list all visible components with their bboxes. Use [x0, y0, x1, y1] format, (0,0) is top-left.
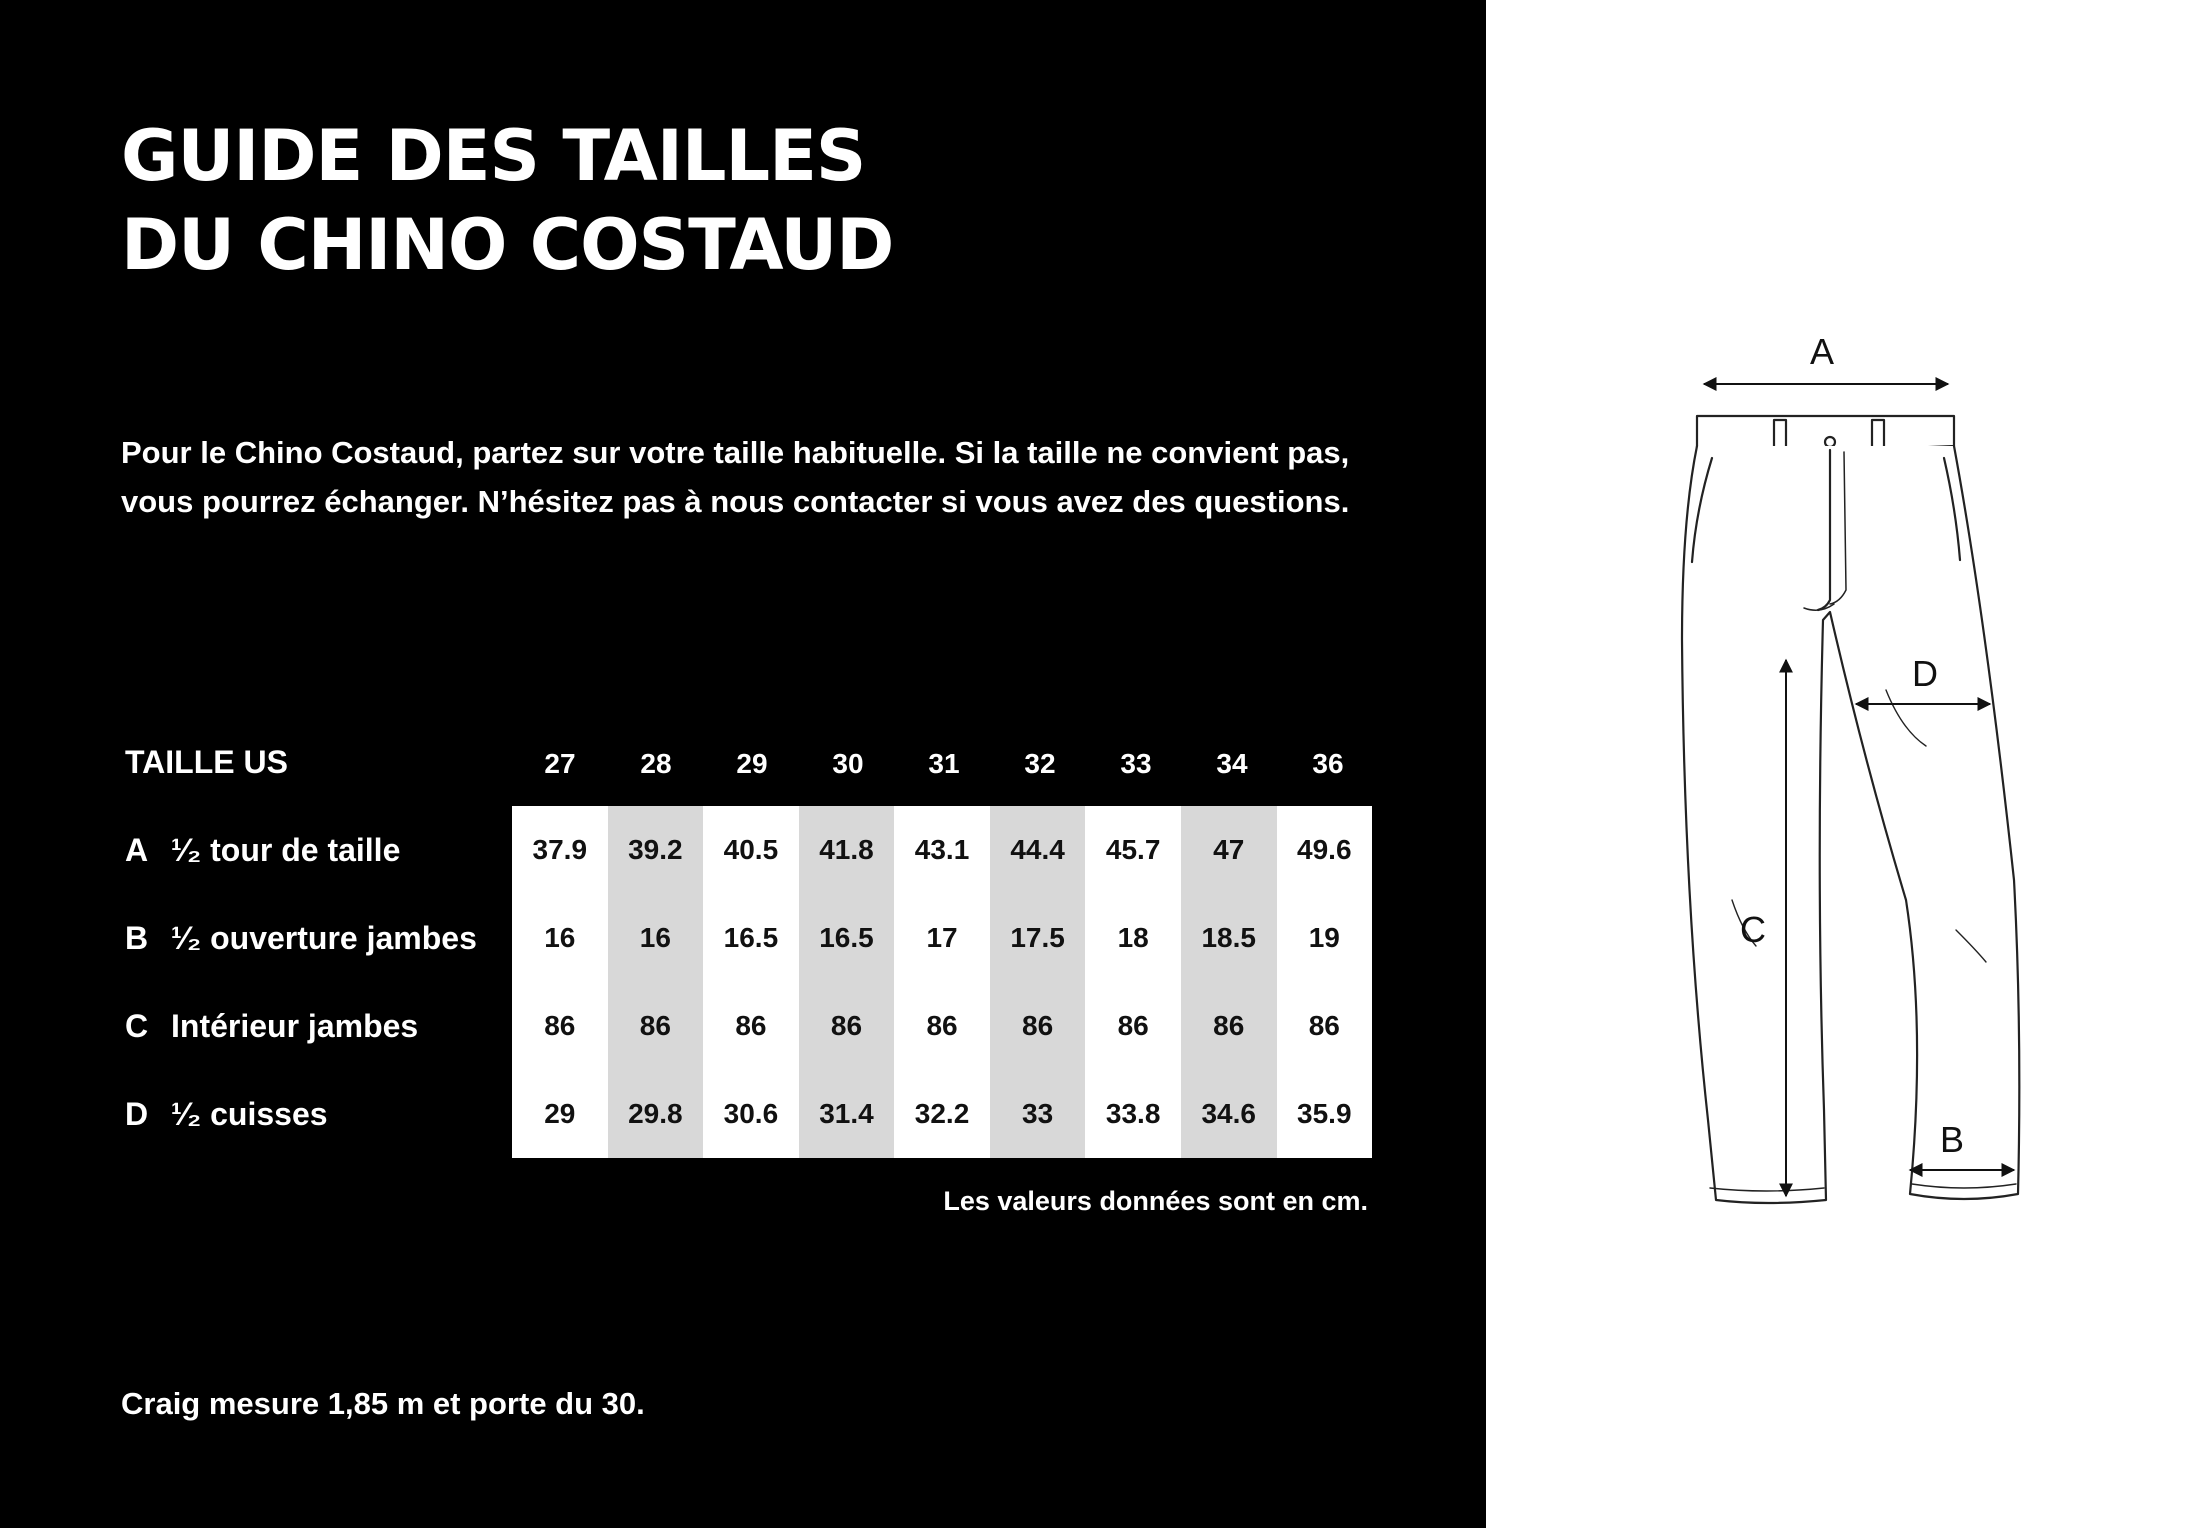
measure-name: ¹⁄₂ tour de taille	[171, 831, 401, 868]
measure-name: ¹⁄₂ ouverture jambes	[171, 919, 477, 956]
trouser-outline	[1682, 446, 2019, 1203]
table-cell: 32.2	[914, 1098, 970, 1129]
table-cell: 86	[1308, 1010, 1340, 1041]
measure-name: ¹⁄₂ cuisses	[171, 1095, 328, 1132]
table-cell: 35.9	[1297, 1098, 1352, 1129]
intro-line-1: Pour le Chino Costaud, partez sur votre taille habituelle. Si la taille ne convient pas,	[121, 435, 1350, 470]
table-cell: 17.5	[1010, 922, 1065, 953]
table-cell: 18.5	[1201, 922, 1256, 953]
size-header-cell: 32	[1024, 748, 1056, 779]
diagram-label-b: B	[1940, 1119, 1965, 1160]
size-header-cell: 27	[544, 748, 576, 779]
table-cell: 86	[735, 1010, 767, 1041]
table-column	[1277, 806, 1373, 1158]
table-cell: 86	[926, 1010, 958, 1041]
table-cell: 86	[1022, 1010, 1054, 1041]
table-column	[990, 806, 1086, 1158]
diagram-label-c: C	[1740, 909, 1766, 950]
table-cell: 34.6	[1201, 1098, 1256, 1129]
table-cell: 86	[830, 1010, 863, 1041]
measure-row-label	[125, 1070, 328, 1158]
units-note: Les valeurs données sont en cm.	[943, 1186, 1368, 1216]
table-column	[608, 806, 704, 1158]
table-cell: 44.4	[1010, 834, 1065, 865]
table-cell: 40.5	[723, 834, 779, 865]
table-cell: 47	[1213, 834, 1245, 865]
table-column	[799, 806, 895, 1158]
table-cell: 16	[639, 922, 671, 953]
size-header-cell: 34	[1216, 748, 1248, 779]
table-cell: 18	[1117, 922, 1149, 953]
table-column	[1085, 806, 1181, 1158]
intro-text	[121, 428, 1411, 526]
title-line-1: GUIDE DES TAILLES	[121, 115, 866, 197]
measure-name: Intérieur jambes	[171, 1007, 419, 1044]
measure-row-label	[125, 806, 400, 894]
title-line-2: DU CHINO COSTAUD	[121, 204, 894, 286]
size-header-cell: 29	[736, 748, 768, 779]
table-cell: 86	[1117, 1010, 1149, 1041]
table-cell: 17	[926, 922, 958, 953]
table-cell: 86	[639, 1010, 671, 1041]
size-header-row	[512, 744, 1376, 784]
table-cell: 30.6	[723, 1098, 779, 1129]
size-header-cell: 33	[1120, 748, 1152, 779]
table-cell: 33	[1022, 1098, 1054, 1129]
size-header-cell: 28	[640, 748, 672, 779]
diagram-panel	[1486, 0, 2202, 1528]
table-cell: 41.8	[819, 834, 874, 865]
table-cell: 86	[1213, 1010, 1245, 1041]
table-cell: 19	[1308, 922, 1340, 953]
measure-row-label	[125, 894, 477, 982]
size-header-cell: 31	[928, 748, 960, 779]
table-cell: 16.5	[819, 922, 874, 953]
diagram-label-a: A	[1810, 331, 1835, 372]
table-cell: 37.9	[532, 834, 588, 865]
table-cell: 31.4	[819, 1098, 874, 1129]
table-cell: 29.8	[628, 1098, 683, 1129]
table-column	[894, 806, 990, 1158]
table-cell: 49.6	[1297, 834, 1352, 865]
size-header-cell: 30	[832, 748, 864, 779]
table-column	[703, 806, 799, 1158]
table-cell: 16	[544, 922, 576, 953]
table-cell: 16.5	[723, 922, 779, 953]
measure-letter: B	[125, 919, 149, 956]
table-column	[512, 806, 608, 1158]
model-footnote: Craig mesure 1,85 m et porte du 30.	[121, 1386, 645, 1421]
table-cell: 86	[544, 1010, 576, 1041]
size-table	[512, 806, 1372, 1158]
measure-letter: C	[125, 1007, 149, 1044]
table-cell: 29	[544, 1098, 576, 1129]
diagram-label-d: D	[1912, 653, 1938, 694]
table-cell: 33.8	[1105, 1098, 1161, 1129]
chino-diagram	[1486, 0, 2202, 1528]
page-title	[121, 112, 893, 290]
intro-line-2: vous pourrez échanger. N’hésitez pas à nous contacter si vous avez des questions.	[121, 484, 1350, 519]
measure-letter: D	[125, 1095, 149, 1132]
size-header-cell: 36	[1312, 748, 1344, 779]
size-header-label: TAILLE US	[125, 744, 288, 780]
table-cell: 43.1	[914, 834, 970, 865]
measure-row-label	[125, 982, 418, 1070]
table-cell: 45.7	[1105, 834, 1161, 865]
table-cell: 39.2	[628, 834, 683, 865]
table-column	[1181, 806, 1277, 1158]
measure-letter: A	[125, 831, 149, 868]
